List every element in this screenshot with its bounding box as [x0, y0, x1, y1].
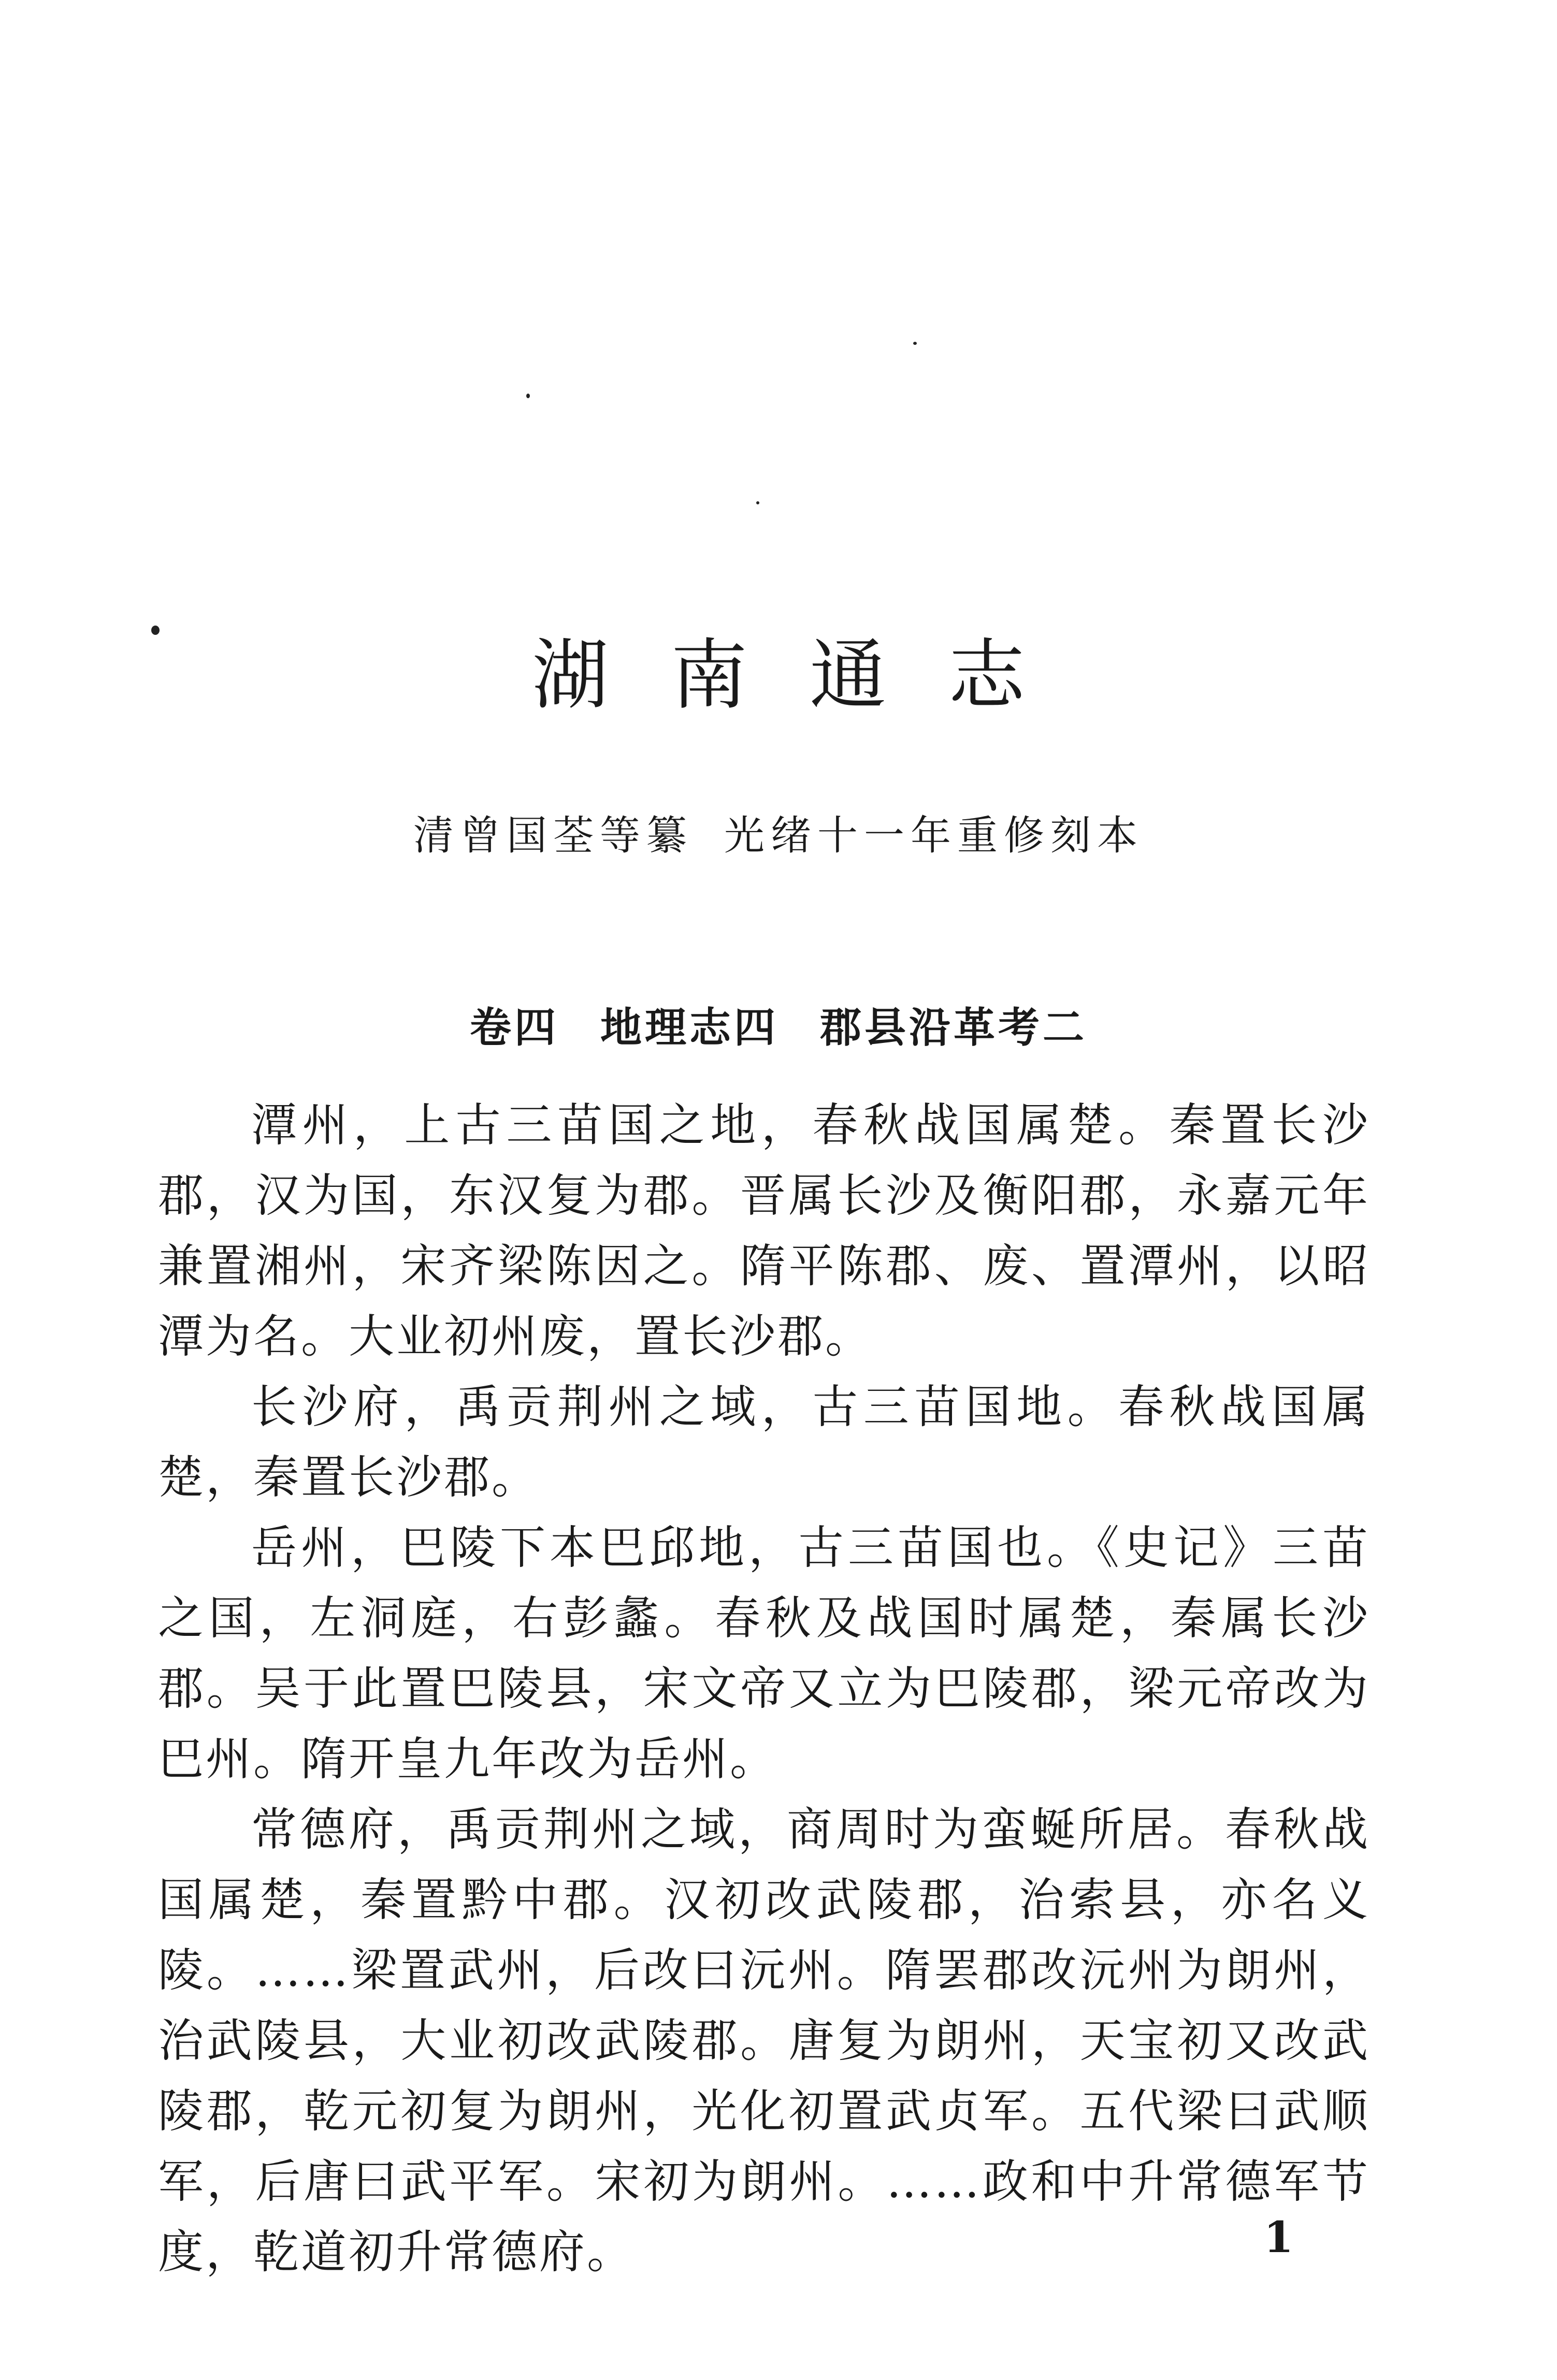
print-speck [913, 342, 917, 345]
book-title: 湖南通志 [532, 631, 1087, 720]
print-speck [526, 394, 530, 398]
heading-topic: 郡县沿革考二 [820, 1004, 1087, 1052]
heading-volume: 卷四 [470, 1004, 559, 1052]
section-heading [0, 1004, 1557, 1052]
subtitle-compiler: 清曾国荃等纂 [413, 812, 693, 859]
subtitle-edition: 光绪十一年重修刻本 [724, 812, 1144, 859]
paragraph-yuezhou: 岳州，巴陵下本巴邱地，古三苗国也。《史记》三苗之国，左洞庭，右彭蠡。春秋及战国时属楚，秦属长沙郡。吴于此置巴陵县，宋文帝又立为巴陵郡，梁元帝改为巴州。隋开皇九年改为岳州。 [158, 1521, 1370, 1786]
page-number: 1 [1264, 2213, 1294, 2262]
subtitle-line [0, 812, 1557, 859]
body-text [158, 1090, 1370, 2287]
paragraph-changde: 常德府，禹贡荆州之域，商周时为蛮蜒所居。春秋战国属楚，秦置黔中郡。汉初改武陵郡，治索县，亦名义陵。……梁置武州，后改曰沅州。隋罢郡改沅州为朗州，治武陵县，大业初改武陵郡。唐复为朗州，天宝初又改武陵郡，乾元初复为朗州，光化初置武贞军。五代梁曰武顺军，后唐曰武平军。宋初为朗州。……政和中升常德军节度，乾道初升常德府。 [158, 1803, 1370, 2279]
print-speck [151, 626, 160, 635]
paragraph-changsha: 长沙府，禹贡荆州之域，古三苗国地。春秋战国属楚，秦置长沙郡。 [158, 1380, 1370, 1504]
paragraph-tanzhou: 潭州，上古三苗国之地，春秋战国属楚。秦置长沙郡，汉为国，东汉复为郡。晋属长沙及衡阳郡，永嘉元年兼置湘州，宋齐梁陈因之。隋平陈郡、废、置潭州，以昭潭为名。大业初州废，置长沙郡。 [158, 1098, 1370, 1363]
heading-chapter: 地理志四 [600, 1004, 778, 1052]
print-speck [756, 501, 759, 504]
